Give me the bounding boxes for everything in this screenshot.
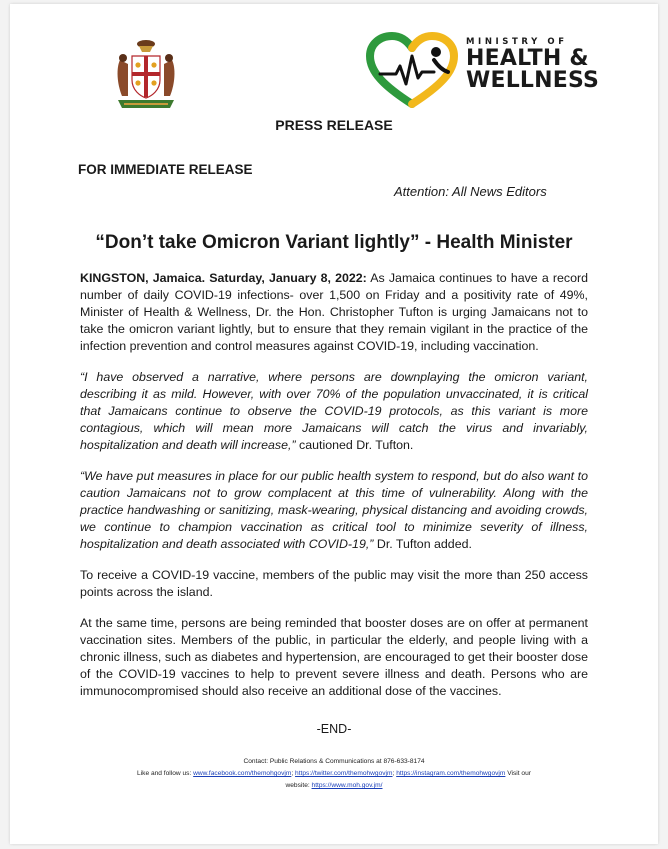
website-link[interactable]: https://www.moh.gov.jm/ bbox=[311, 782, 383, 789]
facebook-link[interactable]: www.facebook.com/themohgovjm bbox=[193, 770, 292, 777]
social-line bbox=[70, 768, 598, 780]
separator: ; bbox=[392, 770, 397, 777]
twitter-link[interactable]: https://twitter.com/themohwgovjm bbox=[295, 770, 393, 777]
website-prefix: website: bbox=[285, 782, 312, 789]
separator: ; bbox=[291, 770, 296, 777]
immediate-release-label: FOR IMMEDIATE RELEASE bbox=[78, 162, 253, 177]
quote-2: “We have put measures in place for our public health system to respond, but do also want to caution Jamaicans not to grow complacent at this time of vulnerability. Along with the practice handwashing or sanitizing, mask-wearing, physical distancing and avoiding crowds, we continue to champion vaccination as critical tool to minimize severity of illness, hospitalization and death associated with COVID-19,” bbox=[80, 469, 588, 551]
document-page bbox=[10, 4, 658, 844]
dateline: KINGSTON, Jamaica. Saturday, January 8, 2022: bbox=[80, 271, 367, 285]
footer bbox=[70, 756, 598, 792]
paragraph-1-text: As Jamaica continues to have a record number of daily COVID-19 infections- over 1,500 on Friday and a positivity rate of 49%, Minister of Health & Wellness, Dr. the Hon. Christopher Tufton is urging Jamaicans not to take the omicron variant lightly, but to ensure that they remain vigilant in the practice of the infection prevention and control measures against COVID-19, including vaccination. bbox=[80, 271, 588, 353]
attention-line: Attention: All News Editors bbox=[394, 184, 547, 199]
coat-of-arms-logo bbox=[106, 34, 186, 114]
moh-logo bbox=[362, 32, 602, 112]
visit-text: Visit our bbox=[505, 770, 531, 777]
paragraph-2 bbox=[80, 369, 588, 454]
article-body bbox=[80, 270, 588, 714]
moh-line3: WELLNESS bbox=[466, 68, 600, 93]
press-release-heading: PRESS RELEASE bbox=[275, 117, 393, 133]
quote-1-attribution: cautioned Dr. Tufton. bbox=[295, 438, 414, 452]
heart-heartbeat-icon bbox=[362, 32, 462, 112]
quote-1: “I have observed a narrative, where persons are downplaying the omicron variant, describing it as mild. However, with over 70% of the population unvaccinated, it is critical that Jamaicans continue to observe the COVID-19 protocols, as this variant is more contagious, which will mean more Jamaicans will catch the virus and invariably, hospitalization and death will increase,” bbox=[80, 370, 588, 452]
end-marker: -END- bbox=[316, 722, 352, 736]
moh-line2: HEALTH & bbox=[466, 46, 589, 71]
headline: “Don’t take Omicron Variant lightly” - Health Minister bbox=[95, 232, 573, 253]
paragraph-1 bbox=[80, 270, 588, 355]
contact-line: Contact: Public Relations & Communications at 876-633-8174 bbox=[243, 758, 425, 765]
paragraph-5: At the same time, persons are being reminded that booster doses are on offer at permanent vaccination sites. Members of the public, in particular the elderly, and people living with a chronic illness, such as diabetes and hypertension, are encouraged to get their booster dose of the COVID-19 vaccines to help to prevent severe illness and death. Persons who are immunocompromised should also receive an additional dose of the vaccines. bbox=[80, 616, 588, 698]
paragraph-3 bbox=[80, 468, 588, 553]
website-line bbox=[70, 780, 598, 792]
moh-line1: MINISTRY OF bbox=[466, 37, 568, 47]
follow-prefix: Like and follow us: bbox=[137, 770, 194, 777]
moh-wordmark bbox=[466, 36, 599, 92]
paragraph-4: To receive a COVID-19 vaccine, members of the public may visit the more than 250 access points across the island. bbox=[80, 568, 588, 599]
instagram-link[interactable]: https://instagram.com/themohwgovjm bbox=[396, 770, 506, 777]
quote-2-attribution: Dr. Tufton added. bbox=[373, 537, 472, 551]
